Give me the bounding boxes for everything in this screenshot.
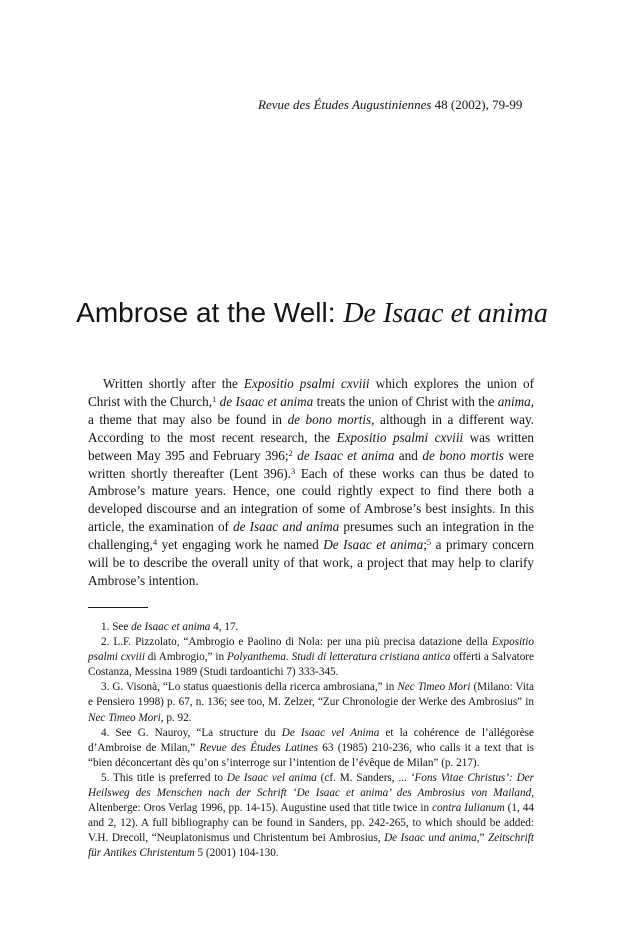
footnote-1 — [88, 620, 534, 635]
footnote-text: (1, 44 and 2, 12). A full bibliography can be found in Sanders, pp. 242-265, to which should be added: V.H. Drecoll, “Neuplatonismus und Christentum bei Ambrosius, — [88, 802, 534, 845]
footnote-4 — [88, 726, 534, 771]
footnote-text: di Ambrogio,” in — [144, 651, 227, 664]
footnote-italic: Polyanthema. Studi di letteratura cristiana antica — [226, 651, 451, 664]
work-title: de Isaac et anima — [297, 447, 395, 463]
footnote-italic: Expositio psalmi cxviii — [88, 636, 534, 664]
body-text: treats the union of Christ with the — [313, 393, 498, 409]
body-text: , a theme that may also be found in — [88, 393, 535, 427]
footnote-text: ,” — [476, 832, 488, 845]
body-text: ; — [423, 537, 427, 553]
work-title: de Isaac and anima — [233, 519, 340, 535]
footnote-ref: 5 — [426, 537, 432, 548]
body-text: and — [394, 447, 423, 463]
body-text: were written shortly thereafter (Lent 396). — [88, 447, 535, 481]
journal-name: Revue des Études Augustiniennes — [258, 97, 432, 112]
footnotes — [88, 620, 534, 862]
work-title: de Isaac et anima — [219, 393, 314, 409]
footnote-italic: De Isaac und anima — [384, 832, 477, 845]
body-text: which explores the union of Christ with the Church, — [88, 376, 534, 409]
body-text: presumes such an integration in the challenging, — [88, 519, 534, 553]
footnote-italic: Zeitschrift für Antikes Christentum — [88, 832, 534, 860]
footnote-italic: Nec Timeo Mori — [397, 681, 471, 694]
footnote-text: 3. G. Visonà, “Lo status quaestionis della ricerca ambrosiana,” in — [101, 681, 398, 694]
title-main: Ambrose at the Well: — [76, 297, 344, 328]
footnote-text: 5 (2001) 104-130. — [194, 847, 279, 860]
footnote-italic: de Isaac et anima — [131, 621, 211, 633]
footnote-text: (cf. M. Sanders, ... — [316, 771, 411, 784]
footnote-ref: 1 — [212, 393, 217, 404]
work-title: Expositio psalmi cxviii — [243, 376, 370, 391]
body-text: a primary concern will be to describe the overall unity of that work, a project that may help to clarify Ambrose’s intention. — [88, 537, 534, 588]
body-text: , although in a different way. According to the most recent research, the — [88, 411, 534, 445]
footnote-ref: 2 — [288, 447, 293, 458]
footnote-text: et la cohérence de l’allégorèse d’Ambroise de Milan,” — [88, 726, 534, 754]
work-title: Expositio psalmi cxviii — [336, 429, 464, 445]
footnote-3 — [88, 680, 534, 725]
footnote-text: 4, 17. — [210, 621, 239, 633]
footnote-text: 4. See G. Nauroy, “La structure du — [101, 726, 282, 739]
footnote-5 — [88, 771, 534, 862]
body-paragraph — [88, 375, 534, 590]
footnote-divider — [88, 607, 148, 608]
running-head — [258, 97, 578, 113]
footnote-2 — [88, 635, 534, 680]
body-text: yet engaging work he named — [157, 537, 324, 553]
footnote-italic: ‘Fons Vitae Christus’: Der Heilsweg des Menschen nach der Schrift ‘De Isaac et anima’ des Ambrosius von Mailand — [88, 771, 534, 800]
body-text: was written between May 395 and February 396; — [88, 429, 534, 463]
body-text: Each of these works can thus be dated to Ambrose’s mature years. Hence, one could rightly expect to find there both a developed discourse and an integration of some of Ambrose’s best insights. In this article, the examination of — [88, 465, 535, 535]
title-work: De Isaac et anima — [343, 298, 548, 329]
work-title: De Isaac et anima — [323, 537, 424, 553]
footnote-italic: contra Iulianum — [432, 802, 505, 815]
work-title: de bono mortis — [287, 411, 372, 427]
term: anima — [497, 393, 531, 409]
footnote-text: 1. See — [101, 621, 132, 633]
footnote-italic: Nec Timeo Mori — [88, 711, 161, 724]
footnote-text: offerti a Salvatore Costanza, Messina 1989 (Studi tardoantichi 7) 333-345. — [88, 651, 534, 679]
footnote-ref: 4 — [152, 537, 158, 548]
footnote-ref: 3 — [291, 465, 296, 476]
footnote-text: 2. L.F. Pizzolato, “Ambrogio e Paolino di Nola: per una più precisa datazione della — [101, 636, 492, 649]
body-text: Written shortly after the — [103, 376, 244, 391]
work-title: de bono mortis — [422, 447, 504, 463]
footnote-italic: De Isaac vel Anima — [281, 726, 380, 739]
footnote-italic: De Isaac vel anima — [226, 771, 317, 784]
footnote-italic: Revue des Études Latines — [199, 741, 318, 754]
footnote-text: , p. 92. — [160, 711, 192, 724]
footnote-text: 63 (1985) 210-236, who calls it a text that is “bien déconcertant dès qu’on s’interroge sur l’intention de l’évêque de Milan” (p. 217). — [88, 741, 534, 769]
footnote-text: 5. This title is preferred to — [101, 771, 227, 784]
footnote-text: (Milano: Vita e Pensiero 1998) p. 67, n. 136; see too, M. Zelzer, “Zur Chronologie der Werke des Ambrosius” in — [88, 681, 534, 709]
footnote-text: , Altenberge: Oros Verlag 1996, pp. 14-15). Augustine used that title twice in — [88, 787, 534, 815]
article-title — [0, 296, 624, 331]
volume-citation: 48 (2002), 79-99 — [431, 97, 523, 112]
